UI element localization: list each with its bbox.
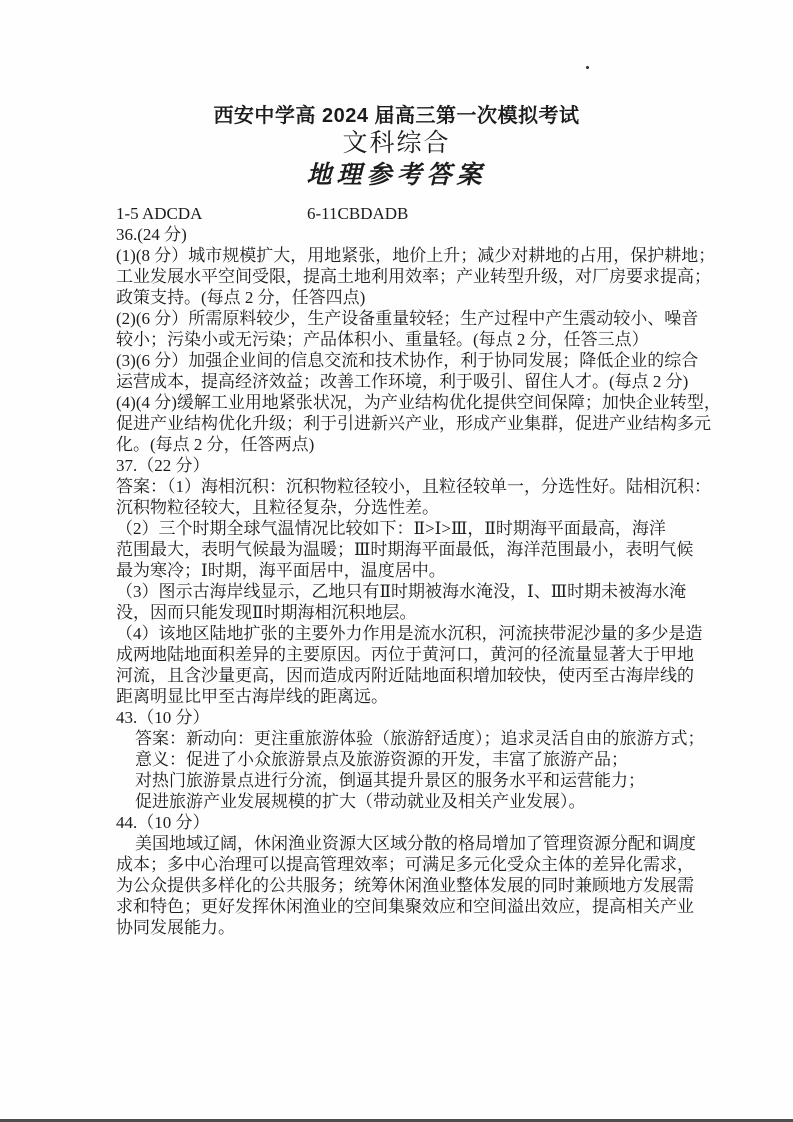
answer-line: 答案：（1）海相沉积：沉积物粒径较小，且粒径较单一，分选性好。陆相沉积： <box>116 477 711 496</box>
answer-content <box>116 203 721 938</box>
answer-line: 答案：新动向：更注重旅游体验（旅游舒适度）；追求灵活自由的旅游方式； <box>135 729 705 748</box>
answer-line: 促进旅游产业发展规模的扩大（带动就业及相关产业发展）。 <box>135 792 586 811</box>
answer-line: 协同发展能力。 <box>116 918 235 937</box>
question-43-header: 43.（10 分） <box>116 708 210 727</box>
answer-line: 成本；多中心治理可以提高管理效率；可满足多元化受众主体的差异化需求， <box>116 855 694 874</box>
answer-line: (4)(4 分)缓解工业用地紧张状况，为产业结构优化提供空间保障；加快企业转型， <box>116 393 721 412</box>
question-37-header: 37.（22 分） <box>116 456 210 475</box>
question-36-header: 36.(24 分) <box>116 225 187 244</box>
answer-line: 没，因而只能发现Ⅱ时期海相沉积地层。 <box>116 603 417 622</box>
answer-line: (2)(6 分）所需原料较少，生产设备重量较轻；生产过程中产生震动较小、噪音 <box>116 309 699 328</box>
answer-line: （2）三个时期全球气温情况比较如下：Ⅱ>Ⅰ>Ⅲ，Ⅱ时期海平面最高，海洋 <box>116 519 666 538</box>
answer-line: 范围最大，表明气候最为温暖；Ⅲ时期海平面最低，海洋范围最小，表明气候 <box>116 540 694 559</box>
answer-line: 对热门旅游景点进行分流，倒逼其提升景区的服务水平和运营能力； <box>135 771 645 790</box>
subject-title: 文科综合 <box>342 129 451 157</box>
answer-line: 距离明显比甲至古海岸线的距离远。 <box>116 687 388 706</box>
answer-key-title: 地理参考答案 <box>306 162 487 189</box>
answer-line: 促进产业结构优化升级；利于引进新兴产业，形成产业集群，促进产业结构多元 <box>116 414 711 433</box>
stray-mark <box>586 66 589 69</box>
answer-line: 化。(每点 2 分，任答两点) <box>116 435 315 454</box>
choice-answers-row <box>116 203 706 224</box>
answer-line: 河流，且含沙量更高，因而造成丙附近陆地面积增加较快，使丙至古海岸线的 <box>116 666 694 685</box>
answer-line: 为公众提供多样化的公共服务；统筹休闲渔业整体发展的同时兼顾地方发展需 <box>116 876 694 895</box>
answer-line: 政策支持。(每点 2 分，任答四点) <box>116 288 366 307</box>
answer-line: 成两地陆地面积差异的主要原因。丙位于黄河口，黄河的径流量显著大于甲地 <box>116 645 694 664</box>
choice-answers-6-11: 6-11CBDADB <box>307 204 409 223</box>
answer-line: 求和特色；更好发挥休闲渔业的空间集聚效应和空间溢出效应，提高相关产业 <box>116 897 694 916</box>
answer-line: 运营成本，提高经济效益；改善工作环境，利于吸引、留住人才。(每点 2 分) <box>116 372 689 391</box>
answer-line: (1)(8 分）城市规模扩大，用地紧张，地价上升；减少对耕地的占用，保护耕地； <box>116 246 716 265</box>
answer-line: （4）该地区陆地扩张的主要外力作用是流水沉积，河流挟带泥沙量的多少是造 <box>116 624 703 643</box>
exam-title: 西安中学高 2024 届高三第一次模拟考试 <box>213 105 580 127</box>
answer-line: (3)(6 分）加强企业间的信息交流和技术协作，利于协同发展；降低企业的综合 <box>116 351 699 370</box>
answer-line: 工业发展水平空间受限，提高土地利用效率；产业转型升级，对厂房要求提高； <box>116 267 711 286</box>
answer-line: （3）图示古海岸线显示，乙地只有Ⅱ时期被海水淹没，Ⅰ、Ⅲ时期未被海水淹 <box>116 582 687 601</box>
answer-line: 较小；污染小或无污染；产品体积小、重量轻。(每点 2 分，任答三点） <box>116 330 649 349</box>
answer-line: 最为寒冷；Ⅰ时期，海平面居中，温度居中。 <box>116 561 446 580</box>
answer-line: 美国地域辽阔，休闲渔业资源大区域分散的格局增加了管理资源分配和调度 <box>135 834 696 853</box>
answer-line: 沉积物粒径较大，且粒径复杂，分选性差。 <box>116 498 439 517</box>
question-44-header: 44.（10 分） <box>116 813 210 832</box>
answer-line: 意义：促进了小众旅游景点及旅游资源的开发，丰富了旅游产品； <box>135 750 628 769</box>
choice-answers-1-5: 1-5 ADCDA <box>116 204 203 223</box>
